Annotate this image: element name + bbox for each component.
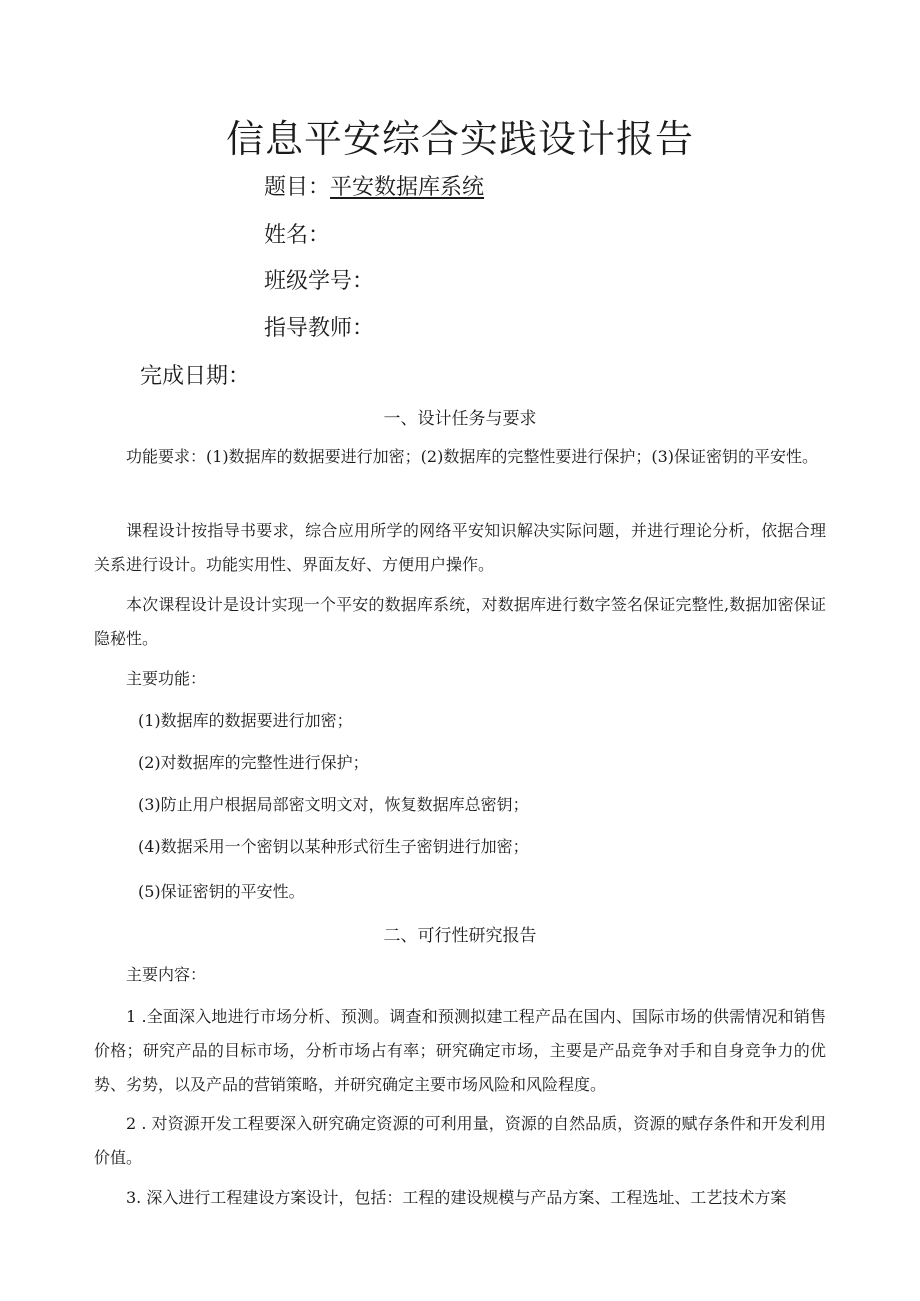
advisor-field (264, 311, 374, 342)
name-label: 姓名： (264, 223, 331, 248)
advisor-label: 指导教师： (264, 316, 375, 341)
class-id-field (264, 264, 374, 295)
section1-paragraph-3: 本次课程设计是设计实现一个平安的数据库系统，对数据库进行数字签名保证完整性,数据加密保证隐秘性。 (94, 595, 826, 648)
topic-field (264, 170, 484, 201)
function-item: (1)数据库的数据要进行加密； (138, 711, 353, 730)
section2-heading: 二、可行性研究报告 (383, 926, 537, 946)
class-id-label: 班级学号： (264, 269, 375, 294)
name-field (264, 218, 330, 249)
report-title: 信息平安综合实践设计报告 (225, 117, 694, 161)
section1-paragraph-1: 功能要求：(1)数据库的数据要进行加密；(2)数据库的完整性要进行保护；(3)保证密钥的平安性。 (126, 447, 818, 466)
section2-paragraph-3: 3. 深入进行工程建设方案设计，包括：工程的建设规模与产品方案、工程选址、工艺技术方案 (126, 1188, 787, 1207)
function-item: (3)防止用户根据局部密文明文对，恢复数据库总密钥； (138, 795, 529, 814)
section2-paragraph-2: 2 . 对资源开发工程要深入研究确定资源的可利用量，资源的自然品质，资源的赋存条件和开发利用价值。 (94, 1114, 826, 1167)
date-field (140, 359, 250, 390)
function-item: (4)数据采用一个密钥以某种形式衍生子密钥进行加密； (138, 837, 529, 856)
main-functions-label: 主要功能： (126, 669, 207, 688)
function-item: (5)保证密钥的平安性。 (138, 882, 305, 901)
topic-label: 题目： (264, 175, 331, 200)
main-content-label: 主要内容： (126, 965, 207, 984)
topic-value: 平安数据库系统 (330, 175, 485, 200)
function-item: (2)对数据库的完整性进行保护； (138, 753, 369, 772)
section1-heading: 一、设计任务与要求 (383, 409, 537, 429)
date-label: 完成日期： (140, 364, 251, 389)
section2-paragraph-1: 1 .全面深入地进行市场分析、预测。调查和预测拟建工程产品在国内、国际市场的供需情况和销售价格；研究产品的目标市场，分析市场占有率；研究确定市场，主要是产品竞争对手和自身竞争力的优势、劣势，以及产品的营销策略，并研究确定主要市场风险和风险程度。 (94, 1007, 826, 1094)
section1-paragraph-2: 课程设计按指导书要求，综合应用所学的网络平安知识解决实际问题，并进行理论分析，依据合理关系进行设计。功能实用性、界面友好、方便用户操作。 (94, 521, 826, 574)
